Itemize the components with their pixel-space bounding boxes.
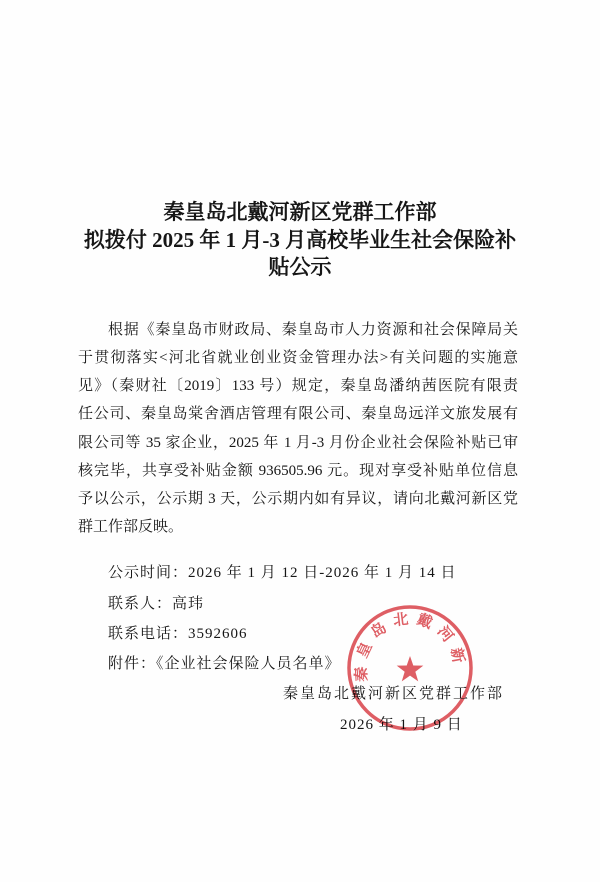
- attachment-reference: 附件：《企业社会保险人员名单》: [108, 656, 341, 672]
- body-line-6: 核完毕，共享受补贴金额 936505.96 元。现对享受补贴单位信息: [78, 462, 518, 479]
- contact-phone: 联系电话：3592606: [108, 626, 248, 642]
- issue-date: 2026 年 1 月 9 日: [340, 717, 463, 733]
- body-line-4: 任公司、秦皇岛棠舍酒店管理有限公司、秦皇岛远洋文旅发展有: [78, 406, 518, 423]
- notice-period: 公示时间：2026 年 1 月 12 日-2026 年 1 月 14 日: [108, 565, 457, 581]
- body-line-1: 根据《秦皇岛市财政局、秦皇岛市人力资源和社会保障局关: [108, 322, 518, 338]
- star-icon: [397, 656, 424, 681]
- title-line-2: 拟拨付 2025 年 1 月-3 月高校毕业生社会保险补: [83, 227, 517, 252]
- seal-text: 秦皇岛北戴河新: [351, 608, 470, 683]
- body-line-2: 于贯彻落实<河北省就业创业资金管理办法>有关问题的实施意: [78, 350, 518, 367]
- title-line-3: 贴公示: [268, 255, 332, 279]
- title-line-1: 秦皇岛北戴河新区党群工作部: [163, 200, 437, 224]
- body-line-8: 群工作部反映。: [78, 518, 184, 535]
- body-line-5: 限公司等 35 家企业，2025 年 1 月-3 月份企业社会保险补贴已审: [78, 434, 518, 451]
- contact-person: 联系人：高玮: [108, 596, 205, 612]
- document-title: [0, 199, 600, 282]
- issuer-signature: 秦皇岛北戴河新区党群工作部: [283, 686, 505, 702]
- official-seal: [340, 598, 480, 738]
- body-line-3: 见》（秦财社〔2019〕133 号）规定，秦皇岛潘纳茜医院有限责: [78, 378, 518, 395]
- body-line-7: 予以公示，公示期 3 天，公示期内如有异议，请向北戴河新区党: [78, 490, 518, 507]
- notice-body: [78, 316, 518, 541]
